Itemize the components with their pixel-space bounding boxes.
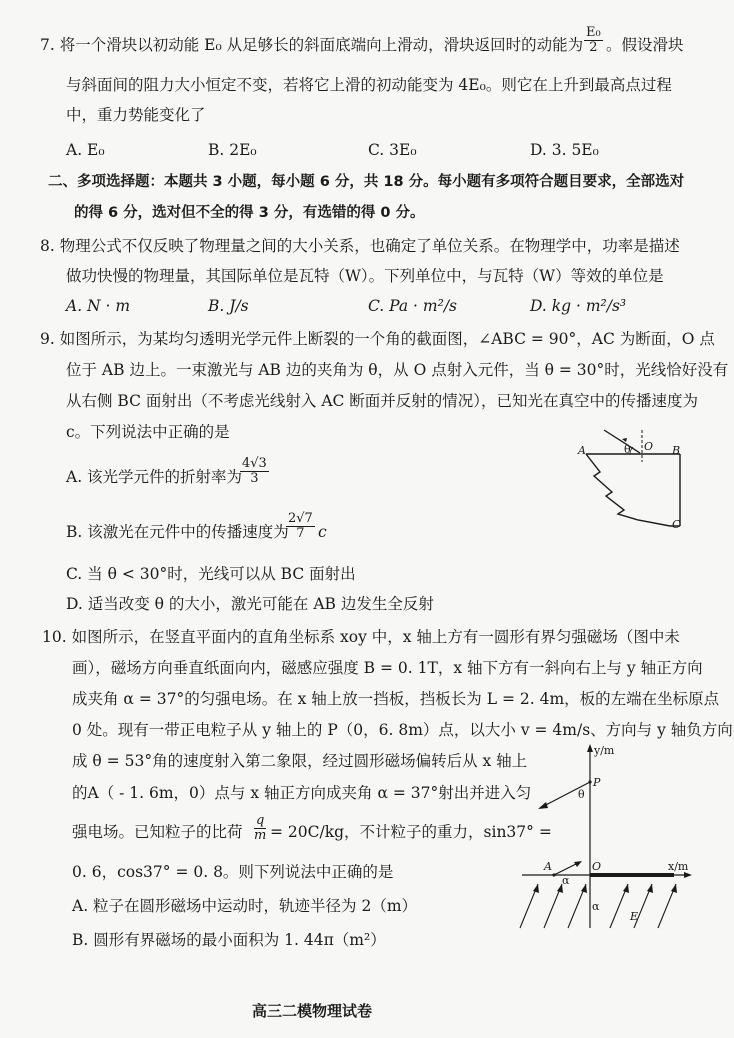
q7-line1 — [40, 35, 583, 55]
q10-charge-mass-fraction — [254, 814, 266, 843]
section2-line1: 二、多项选择题：本题共 3 小题，每小题 6 分，共 18 分。每小题有多项符合题目要求，全部选对 — [48, 174, 685, 190]
q9-option-b[interactable] — [66, 522, 289, 542]
q10-velocity-p-arrow — [538, 802, 548, 809]
q9-option-a-text: A. 该光学元件的折射率为 — [66, 468, 243, 486]
q9-line2: 位于 AB 边上。一束激光与 AB 边的夹角为 θ，从 O 点射入元件，当 θ = 30°时，光线恰好没有 — [66, 361, 729, 379]
q9-option-b-num: 2√7 — [288, 511, 313, 526]
q10-label-p: P — [593, 776, 601, 789]
q7-option-b[interactable]: B. 2E₀ — [208, 141, 257, 159]
q9-line3: 从右侧 BC 面射出（不考虑光线射入 AC 断面并反射的情况），已知光在真空中的传播速度为 — [66, 392, 699, 410]
q9-option-c[interactable]: C. 当 θ < 30°时，光线可以从 BC 面射出 — [66, 565, 356, 583]
section2-line2: 的得 6 分，选对但不全的得 3 分，有选错的得 0 分。 — [74, 205, 425, 221]
q9-option-a-fraction — [240, 457, 269, 486]
q7-frac-den: 2 — [589, 40, 598, 55]
q10-label-a: A — [544, 860, 552, 873]
q10-line6: 的A（ - 1. 6m，0）点与 x 轴正方向成夹角 α = 37°射出并进入匀 — [72, 784, 532, 802]
q10-line2: 画），磁场方向垂直纸面向内，磁感应强度 B = 0. 1T，x 轴下方有一斜向右上与 y 轴正方向 — [72, 659, 703, 677]
q10-y-axis-arrow — [587, 744, 593, 752]
q7-frac-num: E₀ — [586, 25, 601, 40]
q7-line2: 与斜面间的阻力大小恒定不变，若将它上滑的初动能变为 4E₀。则它在上升到最高点过程 — [66, 76, 672, 94]
q9-option-b-den: 7 — [296, 526, 305, 541]
q10-line1: 10. 如图所示，在竖直平面内的直角坐标系 xoy 中，x 轴上方有一圆形有界匀强磁场（图中未 — [42, 628, 680, 646]
q8-line2: 做功快慢的物理量，其国际单位是瓦特（W）。下列单位中，与瓦特（W）等效的单位是 — [66, 267, 664, 285]
q10-field-arrows — [533, 884, 677, 893]
q9-ac-broken-edge — [586, 454, 680, 526]
q10-line5: 成 θ = 53°角的速度射入第二象限，经过圆形磁场偏转后从 x 轴上 — [72, 752, 528, 770]
q10-frac-den: m — [254, 828, 267, 843]
q7-line3: 中，重力势能变化了 — [66, 106, 206, 124]
q9-option-a[interactable] — [66, 467, 242, 487]
q8-option-d[interactable]: D. kg · m²/s³ — [530, 297, 627, 315]
q7-line1-a: 7. 将一个滑块以初动能 E₀ 从足够长的斜面底端向上滑动，滑块返回时的动能为 — [40, 36, 584, 54]
q10-line8: 0. 6，cos37° = 0. 8。则下列说法中正确的是 — [72, 863, 394, 881]
q9-line1: 9. 如图所示，为某均匀透明光学元件上断裂的一个角的截面图，∠ABC = 90°，AC 为断面，O 点 — [40, 330, 715, 348]
q9-option-b-text: B. 该激光在元件中的传播速度为 — [66, 523, 289, 541]
q10-label-alpha-a: α — [562, 874, 570, 887]
q10-label-e: E — [630, 910, 639, 923]
q9-label-c: C — [672, 518, 681, 531]
q10-y-label: y/m — [594, 744, 615, 757]
q9-figure — [578, 422, 688, 532]
q10-option-a[interactable]: A. 粒子在圆形磁场中运动时，轨迹半径为 2（m） — [72, 897, 418, 915]
q10-line3: 成夹角 α = 37°的匀强电场。在 x 轴上放一挡板，挡板长为 L = 2. 4m，板的左端在坐标原点 — [72, 690, 720, 708]
q8-option-a[interactable]: A. N · m — [66, 297, 131, 315]
q9-label-b: B — [672, 444, 681, 457]
q9-option-b-suffix: c — [318, 523, 327, 541]
q9-label-a: A — [578, 444, 586, 457]
q7-fraction — [584, 26, 603, 55]
q7-option-a[interactable]: A. E₀ — [66, 141, 105, 159]
q10-baffle-plate — [590, 873, 674, 877]
q9-label-theta: θ — [624, 443, 631, 456]
q10-figure — [518, 742, 698, 932]
q10-line4: 0 处。现有一带正电粒子从 y 轴上的 P（0，6. 8m）点，以大小 v = 4m/s、方向与 y 轴负方向 — [72, 721, 733, 739]
q10-line7-b: = 20C/kg，不计粒子的重力，sin37° = — [270, 823, 552, 841]
q9-laser-ray — [604, 430, 640, 453]
q10-velocity-a-arrow — [574, 861, 582, 867]
q9-line4: c。下列说法中正确的是 — [66, 423, 230, 441]
q10-line7-a: 强电场。已知粒子的比荷 — [72, 823, 243, 841]
q10-x-label: x/m — [668, 860, 689, 873]
q10-label-theta: θ — [578, 788, 585, 801]
q9-option-a-num: 4√3 — [242, 456, 267, 471]
q10-frac-num: q — [256, 813, 265, 828]
q10-label-alpha-e: α — [592, 900, 600, 913]
q7-option-d[interactable]: D. 3. 5E₀ — [530, 141, 599, 159]
q10-option-b[interactable]: B. 圆形有界磁场的最小面积为 1. 44π（m²） — [72, 931, 386, 949]
q9-option-a-den: 3 — [250, 471, 259, 486]
q8-option-c[interactable]: C. Pa · m²/s — [368, 297, 458, 315]
q8-line1: 8. 物理公式不仅反映了物理量之间的大小关系，也确定了单位关系。在物理学中，功率是描述 — [40, 237, 680, 255]
q10-label-o: O — [592, 860, 602, 873]
page-footer: 高三二模物理试卷 — [252, 1002, 373, 1020]
q9-option-b-fraction — [286, 512, 315, 541]
q8-option-b[interactable]: B. J/s — [208, 297, 249, 315]
q7-line1-b: 。假设滑块 — [606, 36, 684, 54]
q9-label-o: O — [644, 440, 654, 453]
q7-option-c[interactable]: C. 3E₀ — [368, 141, 417, 159]
q9-option-d[interactable]: D. 适当改变 θ 的大小，激光可能在 AB 边发生全反射 — [66, 595, 434, 613]
